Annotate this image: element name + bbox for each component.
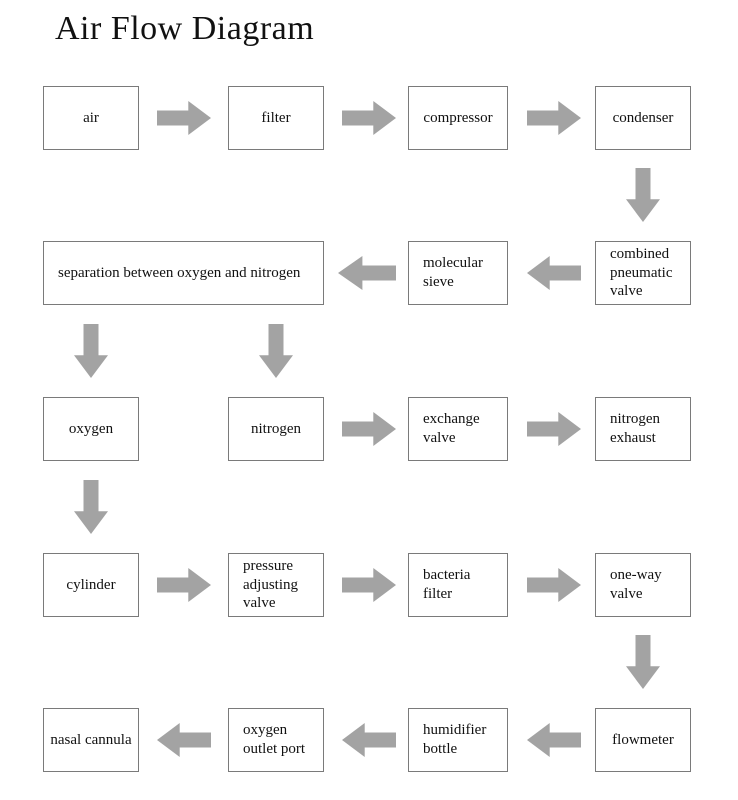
node-label: condenser (612, 109, 674, 126)
node-label: bacteria filter (423, 567, 471, 602)
node-label: cylinder (66, 576, 116, 593)
arrow-icon-flowmeter-to-humidifier-bottle (527, 723, 581, 757)
node-one-way-valve (595, 553, 691, 617)
arrow-icon-condenser-to-combined-pneumatic-valve (626, 168, 660, 222)
node-label: exchange valve (423, 411, 480, 446)
arrow-icon-separation-to-oxygen (74, 324, 108, 378)
arrow-icon-cylinder-to-pressure-adjusting-valve (157, 568, 211, 602)
node-label: oxygen (68, 420, 114, 437)
arrow-icon-oxygen-outlet-port-to-nasal-cannula (157, 723, 211, 757)
page-title: Air Flow Diagram (55, 10, 315, 47)
node-nitrogen (228, 397, 324, 461)
node-oxygen-outlet-port (228, 708, 324, 772)
node-bacteria-filter (408, 553, 508, 617)
arrow-icon-one-way-valve-to-flowmeter (626, 635, 660, 689)
node-nasal-cannula (43, 708, 139, 772)
node-flowmeter (595, 708, 691, 772)
arrow-icon-air-to-filter (157, 101, 211, 135)
arrow-icon-bacteria-filter-to-one-way-valve (527, 568, 581, 602)
arrow-icon-oxygen-to-cylinder (74, 480, 108, 534)
node-label: air (83, 109, 99, 126)
node-label: nitrogen (251, 420, 301, 437)
arrow-icon-humidifier-bottle-to-oxygen-outlet-port (342, 723, 396, 757)
node-label: separation between oxygen and nitrogen (58, 264, 301, 281)
node-label: pressure adjusting valve (243, 557, 298, 612)
arrow-icon-compressor-to-condenser (527, 101, 581, 135)
node-label: flowmeter (612, 731, 674, 748)
arrow-icon-nitrogen-to-exchange-valve (342, 412, 396, 446)
node-label: filter (261, 109, 291, 126)
node-oxygen (43, 397, 139, 461)
node-nitrogen-exhaust (595, 397, 691, 461)
node-exchange-valve (408, 397, 508, 461)
node-filter (228, 86, 324, 150)
node-pressure-adjusting-valve (228, 553, 324, 617)
node-label: one-way valve (610, 567, 662, 602)
arrow-icon-molecular-sieve-to-separation (338, 256, 396, 290)
node-label: nitrogen exhaust (610, 411, 660, 446)
arrow-icon-pressure-adjusting-valve-to-bacteria-filter (342, 568, 396, 602)
arrow-icon-exchange-valve-to-nitrogen-exhaust (527, 412, 581, 446)
node-compressor (408, 86, 508, 150)
node-cylinder (43, 553, 139, 617)
arrow-icon-separation-to-nitrogen (259, 324, 293, 378)
node-condenser (595, 86, 691, 150)
node-label: compressor (423, 109, 493, 126)
node-air (43, 86, 139, 150)
node-label: oxygen outlet port (243, 722, 306, 757)
node-label: combined pneumatic valve (610, 245, 673, 300)
node-label: molecular sieve (423, 255, 483, 290)
node-separation-between-oxygen-and-nitrogen (43, 241, 324, 305)
node-molecular-sieve (408, 241, 508, 305)
node-combined-pneumatic-valve (595, 241, 691, 305)
node-humidifier-bottle (408, 708, 508, 772)
arrow-icon-combined-pneumatic-valve-to-molecular-sieve (527, 256, 581, 290)
arrow-icon-filter-to-compressor (342, 101, 396, 135)
node-label: humidifier bottle (423, 722, 487, 757)
node-label: nasal cannula (50, 731, 132, 748)
